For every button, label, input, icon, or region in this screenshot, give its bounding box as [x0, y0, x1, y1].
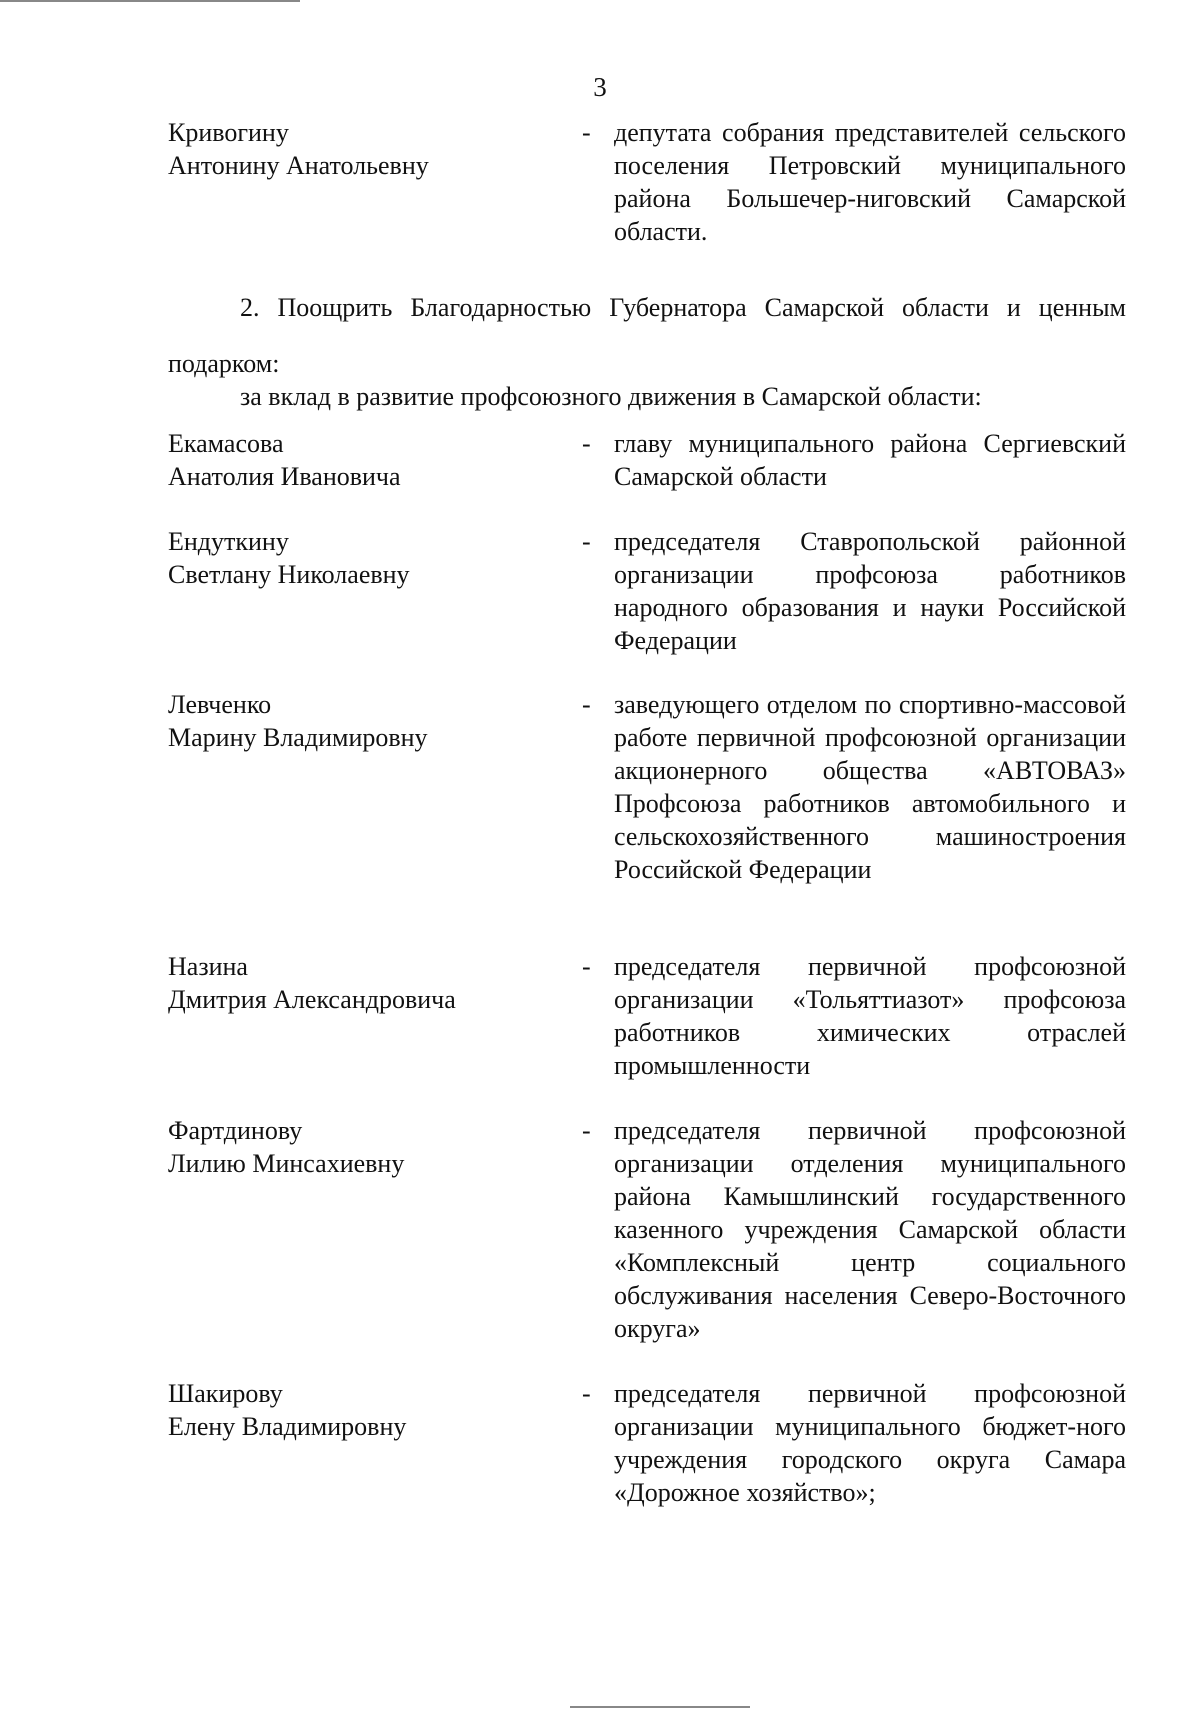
- recipient-name: [168, 950, 568, 1016]
- entry-dash: -: [582, 690, 591, 719]
- recipient-surname: Фартдинову: [168, 1116, 303, 1145]
- recipient-position: заведующего отделом по спортивно-массовой работе первичной профсоюзной организации акционерного общества «АВТОВАЗ» Профсоюза работников автомобильного и сельскохозяйственного машиностроения Российской Федерации: [614, 690, 1126, 884]
- recipient-surname: Кривогину: [168, 118, 289, 147]
- recipient-name: [168, 1377, 568, 1443]
- recipient-name: [168, 116, 568, 182]
- paragraph-2: 2. Поощрить Благодарностью Губернатора Самарской области и ценным подарком:: [168, 293, 1126, 378]
- recipient-surname: Шакирову: [168, 1379, 283, 1408]
- recipient-position: председателя первичной профсоюзной организации отделения муниципального района Камышлинский государственного казенного учреждения Самарской области «Комплексный центр социального обслуживания населения Северо-Восточного округа»: [614, 1116, 1126, 1343]
- recipient-surname: Левченко: [168, 690, 272, 719]
- recipient-position: председателя Ставропольской районной организации профсоюза работников народного образования и науки Российской Федерации: [614, 527, 1126, 655]
- scan-edge-line: [570, 1706, 750, 1708]
- recipient-name: [168, 688, 568, 754]
- recipient-given-names: Марину Владимировну: [168, 723, 428, 752]
- entry-dash: -: [582, 952, 591, 981]
- entry-dash: -: [582, 527, 591, 556]
- recipient-position: председателя первичной профсоюзной организации муниципального бюджет-ного учреждения городского округа Самара «Дорожное хозяйство»;: [614, 1379, 1126, 1507]
- recipient-given-names: Елену Владимировну: [168, 1412, 407, 1441]
- recipient-surname: Екамасова: [168, 429, 284, 458]
- recipient-given-names: Анатолия Ивановича: [168, 462, 401, 491]
- scan-edge-line: [0, 0, 300, 2]
- award-basis: за вклад в развитие профсоюзного движения в Самарской области:: [240, 382, 982, 411]
- recipient-position: главу муниципального района Сергиевский Самарской области: [614, 429, 1126, 491]
- recipient-surname: Ендуткину: [168, 527, 289, 556]
- recipient-name: [168, 525, 568, 591]
- page-number: 3: [593, 72, 607, 102]
- recipient-position: председателя первичной профсоюзной организации «Тольяттиазот» профсоюза работников химических отраслей промышленности: [614, 952, 1126, 1080]
- entry-dash: -: [582, 429, 591, 458]
- recipient-given-names: Светлану Николаевну: [168, 560, 410, 589]
- recipient-name: [168, 1114, 568, 1180]
- recipient-given-names: Антонину Анатольевну: [168, 151, 429, 180]
- recipient-given-names: Дмитрия Александровича: [168, 985, 456, 1014]
- recipient-surname: Назина: [168, 952, 248, 981]
- recipient-position: депутата собрания представителей сельского поселения Петровский муниципального района Большечер-ниговский Самарской области.: [614, 118, 1126, 246]
- entry-dash: -: [582, 1116, 591, 1145]
- entry-dash: -: [582, 1379, 591, 1408]
- entry-dash: -: [582, 118, 591, 147]
- recipient-given-names: Лилию Минсахиевну: [168, 1149, 405, 1178]
- recipient-name: [168, 427, 568, 493]
